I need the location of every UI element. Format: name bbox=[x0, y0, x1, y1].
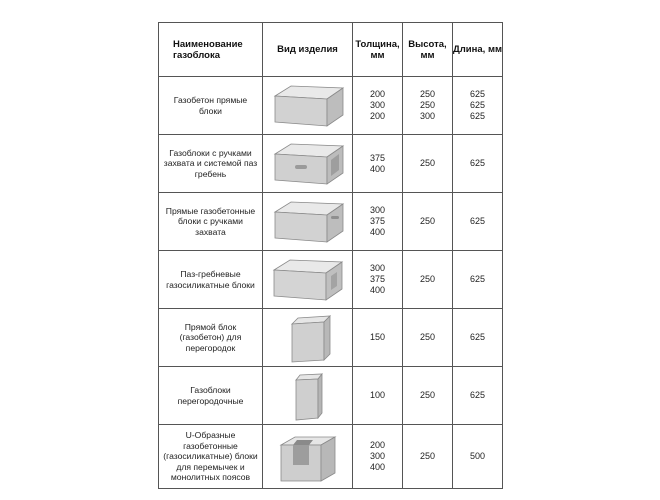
thickness-value: 300 bbox=[369, 451, 386, 461]
partition-block-icon bbox=[278, 312, 338, 364]
block-name: Газоблоки перегородочные bbox=[159, 367, 263, 425]
length-value: 625 bbox=[469, 100, 486, 110]
thickness-values bbox=[353, 251, 403, 309]
table-row bbox=[159, 425, 503, 489]
header-type: Вид изделия bbox=[263, 23, 353, 77]
table-row bbox=[159, 193, 503, 251]
thickness-values bbox=[353, 77, 403, 135]
length-values bbox=[453, 309, 503, 367]
height-value: 250 bbox=[419, 390, 436, 400]
grip-block-icon bbox=[269, 198, 347, 246]
thickness-value: 300 bbox=[369, 100, 386, 110]
thickness-value: 150 bbox=[369, 332, 386, 342]
thickness-values bbox=[353, 425, 403, 489]
blocks-table-sheet bbox=[158, 22, 502, 489]
height-values bbox=[403, 251, 453, 309]
table-row bbox=[159, 77, 503, 135]
height-value: 250 bbox=[419, 332, 436, 342]
height-values bbox=[403, 135, 453, 193]
block-name: U-Образные газобетонные (газосиликатные) блоки для перемычек и монолитных поясов bbox=[159, 425, 263, 489]
block-name: Газоблоки с ручками захвата и системой паз гребень bbox=[159, 135, 263, 193]
block-image-cell bbox=[263, 193, 353, 251]
thickness-values bbox=[353, 309, 403, 367]
height-values bbox=[403, 425, 453, 489]
block-name: Прямой блок (газобетон) для перегородок bbox=[159, 309, 263, 367]
thickness-value: 375 bbox=[369, 216, 386, 226]
block-image-cell bbox=[263, 309, 353, 367]
length-value: 625 bbox=[469, 274, 486, 284]
table-row bbox=[159, 135, 503, 193]
thickness-value: 200 bbox=[369, 111, 386, 121]
height-value: 250 bbox=[419, 100, 436, 110]
thickness-value: 400 bbox=[369, 285, 386, 295]
length-value: 625 bbox=[469, 89, 486, 99]
length-values bbox=[453, 135, 503, 193]
length-values bbox=[453, 367, 503, 425]
length-values bbox=[453, 77, 503, 135]
table-row bbox=[159, 309, 503, 367]
thickness-value: 400 bbox=[369, 227, 386, 237]
height-values bbox=[403, 367, 453, 425]
block-name: Газобетон прямые блоки bbox=[159, 77, 263, 135]
thin-partition-block-icon bbox=[278, 370, 338, 422]
height-values bbox=[403, 309, 453, 367]
length-values bbox=[453, 251, 503, 309]
length-value: 625 bbox=[469, 111, 486, 121]
length-value: 625 bbox=[469, 390, 486, 400]
length-value: 625 bbox=[469, 216, 486, 226]
length-value: 625 bbox=[469, 158, 486, 168]
thickness-values bbox=[353, 367, 403, 425]
block-image-cell bbox=[263, 135, 353, 193]
table-row bbox=[159, 367, 503, 425]
thickness-value: 300 bbox=[369, 263, 386, 273]
plain-block-icon bbox=[269, 82, 347, 130]
length-values bbox=[453, 425, 503, 489]
block-image-cell bbox=[263, 425, 353, 489]
thickness-values bbox=[353, 193, 403, 251]
height-value: 250 bbox=[419, 89, 436, 99]
thickness-value: 375 bbox=[369, 152, 386, 163]
thickness-values bbox=[353, 135, 403, 193]
height-values bbox=[403, 77, 453, 135]
height-value: 250 bbox=[419, 216, 436, 226]
length-value: 500 bbox=[469, 451, 486, 461]
tongue-groove-block-icon bbox=[268, 256, 348, 304]
block-image-cell bbox=[263, 251, 353, 309]
height-value: 250 bbox=[419, 158, 436, 168]
header-thickness: Толщина, мм bbox=[353, 23, 403, 77]
table-row bbox=[159, 251, 503, 309]
aerated-blocks-table bbox=[158, 22, 503, 489]
thickness-value: 400 bbox=[369, 462, 386, 472]
length-value: 625 bbox=[469, 332, 486, 342]
thickness-value: 200 bbox=[369, 440, 386, 450]
table-header-row bbox=[159, 23, 503, 77]
height-values bbox=[403, 193, 453, 251]
header-length: Длина, мм bbox=[453, 23, 503, 77]
thickness-value: 400 bbox=[369, 163, 386, 174]
thickness-value: 200 bbox=[369, 89, 386, 99]
u-block-icon bbox=[273, 429, 343, 485]
block-name: Прямые газобетонные блоки с ручками захвата bbox=[159, 193, 263, 251]
header-height: Высота, мм bbox=[403, 23, 453, 77]
length-values bbox=[453, 193, 503, 251]
block-image-cell bbox=[263, 367, 353, 425]
thickness-value: 100 bbox=[369, 390, 386, 400]
block-name: Паз-гребневые газосиликатные блоки bbox=[159, 251, 263, 309]
height-value: 300 bbox=[419, 111, 436, 121]
header-name: Наименование газоблока bbox=[159, 23, 263, 77]
height-value: 250 bbox=[419, 274, 436, 284]
tongue-groove-grip-block-icon bbox=[269, 140, 347, 188]
block-image-cell bbox=[263, 77, 353, 135]
thickness-value: 300 bbox=[369, 205, 386, 215]
height-value: 250 bbox=[419, 451, 436, 461]
thickness-value: 375 bbox=[369, 274, 386, 284]
